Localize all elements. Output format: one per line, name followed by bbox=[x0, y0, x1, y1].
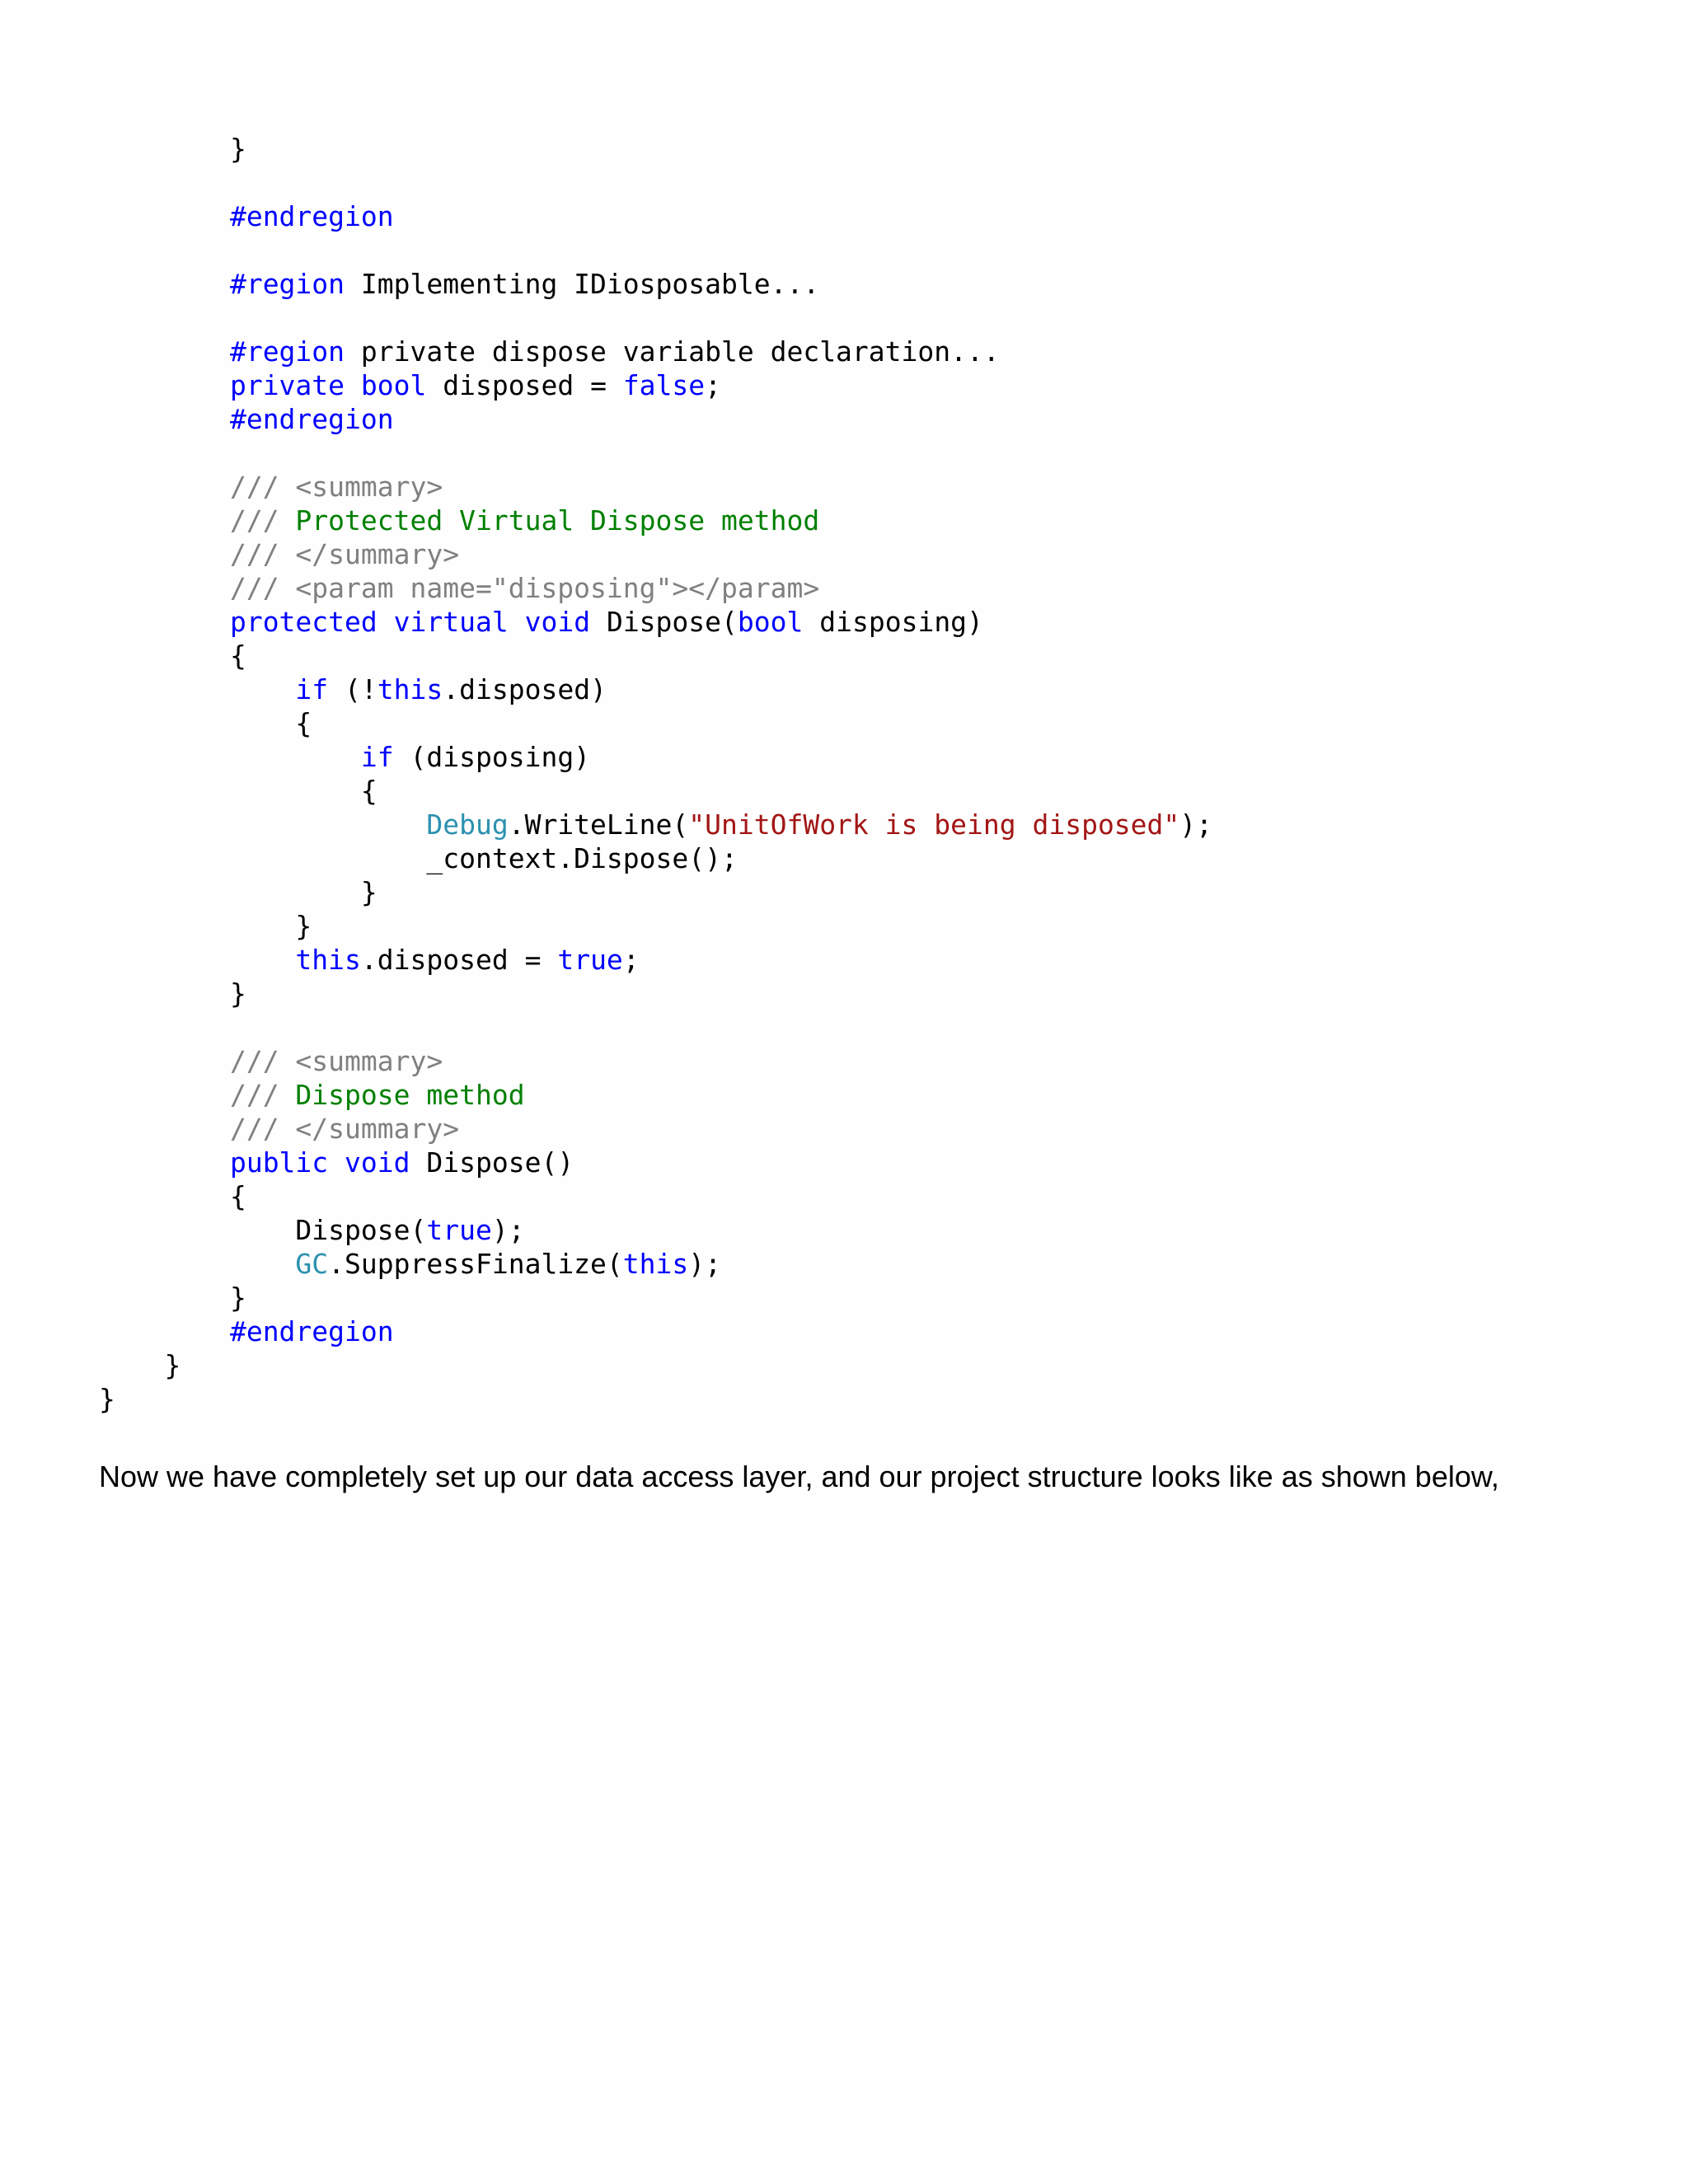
code-token-plain: ); bbox=[688, 1248, 722, 1280]
code-line bbox=[99, 1179, 1212, 1213]
code-line bbox=[99, 943, 1212, 977]
code-token-plain: } bbox=[99, 133, 246, 165]
code-line bbox=[99, 1213, 1212, 1247]
code-token-kw: this bbox=[622, 1248, 689, 1280]
code-line bbox=[99, 706, 1212, 740]
code-token-plain bbox=[99, 504, 230, 537]
code-token-str: "UnitOfWork is being disposed" bbox=[688, 808, 1180, 841]
code-token-pp: #endregion bbox=[229, 403, 394, 435]
code-token-kw: protected bbox=[229, 606, 377, 638]
code-token-cm: Protected Virtual Dispose method bbox=[279, 504, 820, 537]
code-line bbox=[99, 537, 1212, 571]
code-token-plain: Implementing IDiosposable... bbox=[345, 268, 820, 300]
code-token-kw: false bbox=[622, 369, 706, 401]
code-token-kw: void bbox=[345, 1146, 410, 1179]
code-line bbox=[99, 1044, 1212, 1078]
code-token-kw: public bbox=[229, 1146, 329, 1179]
code-token-xd: /// bbox=[229, 504, 279, 537]
code-token-plain: { bbox=[99, 775, 377, 807]
code-token-kw: if bbox=[360, 741, 394, 773]
code-token-ty: Debug bbox=[426, 808, 509, 841]
code-line bbox=[99, 740, 1212, 774]
code-line bbox=[99, 436, 1212, 470]
code-line bbox=[99, 1281, 1212, 1315]
code-token-plain: { bbox=[99, 640, 246, 672]
code-token-plain bbox=[99, 808, 426, 841]
code-token-plain: (disposing) bbox=[393, 741, 591, 773]
code-line bbox=[99, 977, 1212, 1010]
code-token-plain: disposed = bbox=[426, 369, 623, 401]
code-token-kw: true bbox=[557, 944, 623, 976]
code-line bbox=[99, 639, 1212, 673]
code-token-plain bbox=[328, 1146, 345, 1179]
code-token-plain bbox=[99, 673, 295, 705]
code-line bbox=[99, 199, 1212, 233]
code-token-plain: .WriteLine( bbox=[508, 808, 689, 841]
code-token-plain: { bbox=[99, 707, 312, 739]
code-line bbox=[99, 504, 1212, 537]
code-token-kw: private bbox=[229, 369, 345, 401]
code-line bbox=[99, 368, 1212, 402]
code-token-plain bbox=[99, 1248, 295, 1280]
code-token-plain: } bbox=[99, 1349, 181, 1381]
code-token-plain: disposing) bbox=[803, 606, 983, 638]
code-token-kw: void bbox=[524, 606, 591, 638]
code-line bbox=[99, 909, 1212, 943]
code-token-plain: Dispose( bbox=[99, 1214, 427, 1246]
code-token-plain bbox=[99, 1113, 230, 1145]
code-line bbox=[99, 774, 1212, 808]
code-token-pp: #endregion bbox=[229, 200, 394, 232]
code-token-plain: } bbox=[99, 1282, 246, 1314]
code-token-kw: bool bbox=[360, 369, 427, 401]
code-token-plain: Dispose() bbox=[410, 1146, 574, 1179]
code-line bbox=[99, 1146, 1212, 1179]
code-token-xd: /// </summary> bbox=[229, 538, 460, 570]
code-token-xd: /// bbox=[229, 1079, 279, 1111]
code-token-plain: } bbox=[99, 977, 246, 1010]
code-token-pp: #endregion bbox=[229, 1315, 394, 1347]
code-token-plain bbox=[99, 1045, 230, 1077]
code-line bbox=[99, 875, 1212, 909]
code-token-xd: /// <summary> bbox=[229, 1045, 443, 1077]
code-token-plain: private dispose variable declaration... bbox=[345, 335, 1000, 368]
code-token-plain bbox=[99, 1079, 230, 1111]
code-token-plain: ); bbox=[1179, 808, 1213, 841]
code-line bbox=[99, 841, 1212, 875]
code-token-plain bbox=[99, 471, 230, 503]
code-token-xd: /// </summary> bbox=[229, 1113, 460, 1145]
code-line bbox=[99, 301, 1212, 335]
code-token-plain: { bbox=[99, 1180, 246, 1212]
code-token-kw: bool bbox=[737, 606, 804, 638]
code-token-plain bbox=[99, 606, 230, 638]
code-token-plain bbox=[99, 335, 230, 368]
code-line bbox=[99, 1112, 1212, 1146]
code-token-plain bbox=[99, 538, 230, 570]
code-token-plain bbox=[345, 369, 361, 401]
code-token-kw: true bbox=[426, 1214, 492, 1246]
code-token-plain: } bbox=[99, 1383, 115, 1415]
code-token-plain bbox=[99, 403, 230, 435]
code-token-plain: .disposed = bbox=[360, 944, 558, 976]
code-line bbox=[99, 1010, 1212, 1044]
code-line bbox=[99, 267, 1212, 301]
code-token-xd: /// <param name="disposing"></param> bbox=[229, 572, 820, 604]
code-line bbox=[99, 1348, 1212, 1382]
code-line bbox=[99, 1382, 1212, 1416]
code-token-plain: ; bbox=[622, 944, 640, 976]
code-token-kw: this bbox=[377, 673, 443, 705]
code-token-cm: Dispose method bbox=[279, 1079, 525, 1111]
code-line bbox=[99, 1315, 1212, 1348]
code-line bbox=[99, 166, 1212, 199]
code-line bbox=[99, 132, 1212, 166]
code-token-plain bbox=[99, 1146, 230, 1179]
code-line bbox=[99, 470, 1212, 504]
code-token-plain bbox=[99, 572, 230, 604]
code-token-plain bbox=[377, 606, 394, 638]
code-token-plain bbox=[509, 606, 525, 638]
code-token-plain: .disposed) bbox=[443, 673, 607, 705]
code-token-plain: .SuppressFinalize( bbox=[328, 1248, 623, 1280]
code-token-plain: } bbox=[99, 876, 377, 908]
code-token-plain bbox=[99, 369, 230, 401]
code-token-kw: virtual bbox=[393, 606, 509, 638]
code-line bbox=[99, 673, 1212, 706]
code-line bbox=[99, 571, 1212, 605]
code-line bbox=[99, 335, 1212, 368]
code-token-plain bbox=[99, 268, 230, 300]
code-token-plain: ); bbox=[491, 1214, 525, 1246]
code-token-ty: GC bbox=[295, 1248, 329, 1280]
code-line bbox=[99, 605, 1212, 639]
code-token-plain bbox=[99, 1315, 230, 1347]
code-token-kw: if bbox=[295, 673, 329, 705]
code-line bbox=[99, 402, 1212, 436]
code-token-plain: _context.Dispose(); bbox=[99, 842, 738, 874]
code-block bbox=[99, 132, 1212, 1416]
code-token-xd: /// <summary> bbox=[229, 471, 443, 503]
code-token-plain: ; bbox=[705, 369, 722, 401]
code-token-plain bbox=[99, 200, 230, 232]
code-token-plain: } bbox=[99, 910, 312, 942]
code-token-plain bbox=[99, 741, 361, 773]
code-token-plain bbox=[99, 944, 295, 976]
code-token-pp: #region bbox=[229, 268, 345, 300]
code-line bbox=[99, 1078, 1212, 1112]
code-line bbox=[99, 233, 1212, 267]
code-line bbox=[99, 808, 1212, 841]
code-token-plain: (! bbox=[328, 673, 377, 705]
body-paragraph: Now we have completely set up our data access layer, and our project structure looks like as shown below, bbox=[99, 1460, 1499, 1493]
code-line bbox=[99, 1247, 1212, 1281]
code-token-plain: Dispose( bbox=[590, 606, 738, 638]
code-token-kw: this bbox=[295, 944, 361, 976]
code-token-pp: #region bbox=[229, 335, 345, 368]
